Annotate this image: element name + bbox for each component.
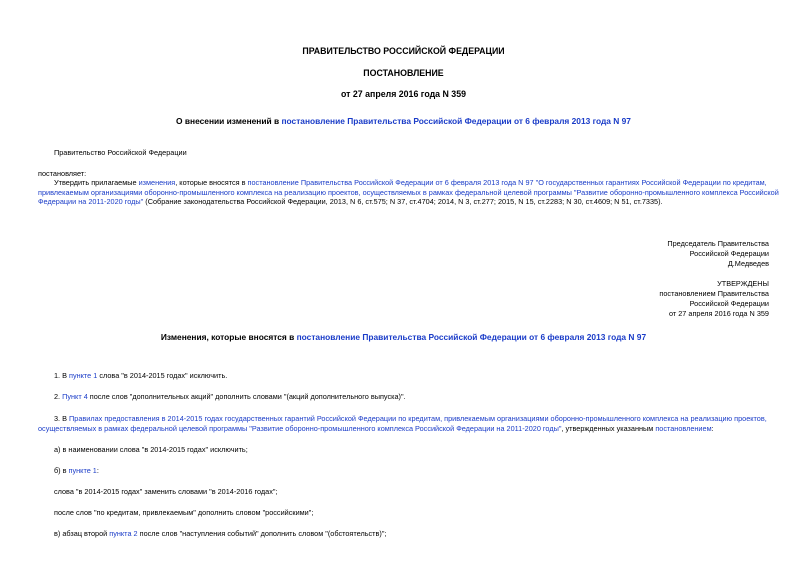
subitem-c-b: после слов "наступления событий" дополнить словом "(обстоятельств)"; [137,529,387,538]
signature-block [667,239,769,269]
subitem-b-b: : [96,466,99,475]
issuer-text: Правительство Российской Федерации [54,148,187,157]
subitem-b-1: слова "в 2014-2015 годах" заменить словами "в 2014-2016 годах"; [54,487,278,496]
approved-block [659,279,769,319]
item-3-a: 3. В [54,414,70,423]
item-1-a: 1. В [54,371,70,380]
subitem-c-link[interactable]: пункта 2 [109,529,138,538]
changes-title [0,332,807,342]
item-1 [54,371,227,381]
item-1-link[interactable]: пункте 1 [69,371,98,380]
resolution-link[interactable]: постановлением [655,423,712,433]
item-3-c: : [711,423,714,433]
item-2-a: 2. [54,392,63,401]
rules-link-cont[interactable]: осуществляемых в рамках федеральной целевой программы "Развитие оборонно-промышленного комплекса Российской Федерации на 2011-2020 годы" [38,423,562,433]
subitem-b-a: б) в [54,466,69,475]
signature-country: Российской Федерации [689,249,769,258]
p1-sources-text: (Собрание законодательства Российской Федерации, 2013, N 6, ст.575; N 37, ст.4704; 2014, N 3, ст.277; 2015, N 15, ст.2283; N 30, ст.4609; N 51, ст.7335). [143,197,663,207]
title-prefix: О внесении изменений в [176,116,282,126]
approved-date: от 27 апреля 2016 года N 359 [668,309,769,318]
rules-link[interactable]: Правилах предоставления в 2014-2015 годах государственных гарантий Российской Федерации по кредитам, привлекаемым организациями оборонно-промышленного комплекса на реализацию проектов, [69,414,767,423]
government-heading: ПРАВИТЕЛЬСТВО РОССИЙСКОЙ ФЕДЕРАЦИИ [302,46,505,56]
item-3 [38,414,773,433]
subitem-a: а) в наименовании слова "в 2014-2015 годах" исключить; [54,445,248,454]
resolution-97-link-end[interactable]: Федерации на 2011-2020 годы" [38,197,144,207]
date-number-heading: от 27 апреля 2016 года N 359 [341,89,466,99]
title-link[interactable]: постановление Правительства Российской Федерации от 6 февраля 2013 года N 97 [281,116,631,126]
document-title [0,116,807,126]
changes-title-prefix: Изменения, которые вносятся в [160,332,297,342]
decides-text: постановляет: [38,169,87,178]
signature-position: Председатель Правительства [667,239,769,248]
item-1-b: слова "в 2014-2015 годах" исключить. [97,371,228,380]
approved-label: УТВЕРЖДЕНЫ [717,279,769,288]
subitem-c [54,529,386,539]
subitem-b-link[interactable]: пункте 1 [68,466,97,475]
document-type-heading: ПОСТАНОВЛЕНИЕ [363,68,444,78]
approved-by: постановлением Правительства [659,289,769,298]
signature-name: Д.Медведев [727,259,769,268]
item-2-b: после слов "дополнительных акций" дополнить словами "(акций дополнительного выпуска)". [87,392,406,401]
subitem-b-2: после слов "по кредитам, привлекаемым" дополнить словом "российскими"; [54,508,314,517]
changes-link[interactable]: изменения [138,178,176,187]
resolution-97-link-cont[interactable]: привлекаемым организациями оборонно-промышленного комплекса на реализацию проектов, осуществляемых в рамках федеральной целевой программы "Развитие оборонно-промышленного комплекса Российской [38,187,779,197]
approved-country: Российской Федерации [689,299,769,308]
item-2-link[interactable]: Пункт 4 [62,392,88,401]
item-3-b: , утвержденных указанным [561,423,656,433]
subitem-c-a: в) абзац второй [54,529,110,538]
changes-title-link[interactable]: постановление Правительства Российской Федерации от 6 февраля 2013 года N 97 [296,332,647,342]
resolution-paragraph [38,178,779,207]
subitem-b [54,466,99,476]
item-2 [54,392,406,402]
resolution-97-link[interactable]: постановление Правительства Российской Федерации от 6 февраля 2013 года N 97 "О государственных гарантиях Российской Федерации по кредитам, [247,178,767,187]
p1-text-a: Утвердить прилагаемые [54,178,139,187]
p1-text-b: , которые вносятся в [175,178,248,187]
